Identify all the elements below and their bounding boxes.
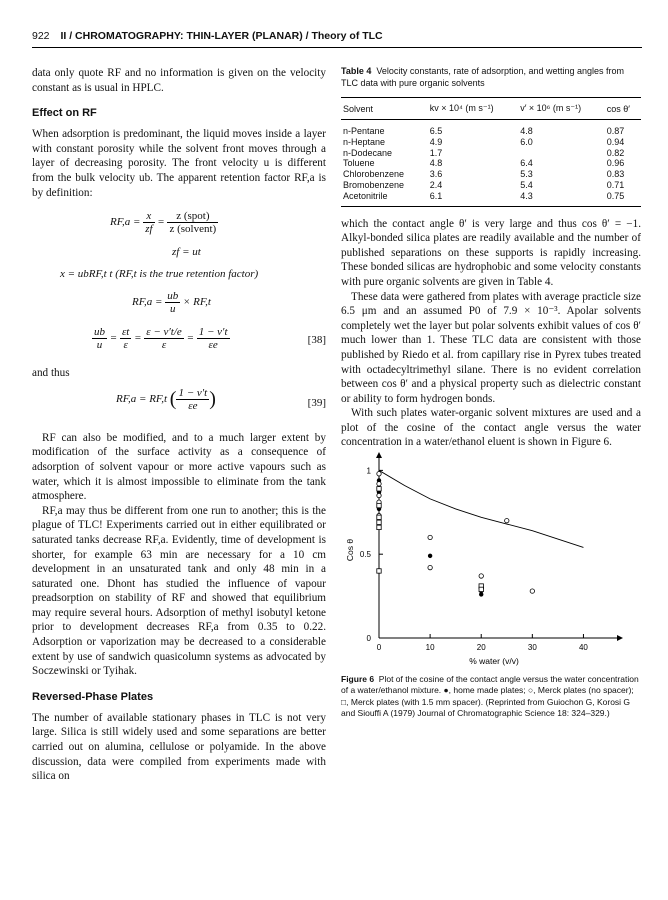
equation-38: $\frac{ub}{u}$ = $\frac{\varepsilon t}{\varepsilon}$ = $\frac{\varepsilon - v't/e}{\varepsilon}$ = $\frac{1 - v't}{\varepsilon e}$ [38] [94,326,326,352]
table-cell: 5.4 [520,179,533,190]
table-header-cell: Solvent [341,98,428,120]
x-tick-label: 20 [476,643,486,653]
equation-zf: zf = ut [172,246,201,259]
table-row [341,158,641,169]
y-axis-arrow [376,452,382,458]
data-point-filled-circle [479,592,483,596]
equation-rfa-ratio: RF,a = $\frac{ub}{u}$ × RF,t [132,290,211,316]
paragraph: With such plates water-organic solvent mixtures are used and a plot of the cosine of the contact angle versus the water concentration in a water/ethanol eluent is shown in Figure 6. [341,407,641,449]
x-tick-label: 40 [578,643,588,653]
paragraph: When adsorption is predominant, the liquid moves inside a layer with constant porosity while the solvent front moves through a layer of decreasing porosity. The front velocity u is different from the bulk velocity ub. The apparent retention factor RF,a is by definition: [32,128,326,199]
x-tick-label: 0 [376,643,382,653]
table-row [341,137,641,148]
table-cell [518,148,605,159]
data-point-filled-circle [428,554,432,558]
equation-x: x = ubRF,t t (RF,t is the true retention factor) [60,268,259,281]
table-caption: Table 4 Velocity constants, rate of adsorption, and wetting angles from TLC data with pure organic solvents [341,66,625,88]
data-point-open-square [377,525,381,529]
x-tick-label: 10 [425,643,435,653]
equation-number: [38] [307,334,326,347]
x-tick-label: 30 [527,643,537,653]
table-cell: Bromobenzene [343,179,405,190]
table-cell: 6.5 [429,126,443,136]
data-point-open-square [377,569,381,573]
table-cell: 0.87 [606,126,625,136]
paragraph: and thus [32,367,70,380]
table-cell: n-Dodecane [343,147,393,158]
x-axis-arrow [617,635,623,641]
data-point-open-circle [428,535,432,539]
table-cell: 2.4 [429,179,443,190]
table-cell: 4.3 [518,191,605,206]
table-cell: 6.4 [520,158,533,169]
data-point-open-circle [377,482,381,486]
table-cell: 5.3 [520,169,533,180]
x-axis-label: % water (v/v) [469,656,519,667]
table-cell: 1.7 [429,147,443,158]
data-point-open-square [479,587,483,591]
running-header [32,30,642,48]
y-axis-label: Cos θ [345,538,355,562]
left-column [32,66,326,784]
table-cell: 0.83 [606,169,625,180]
table-row [341,180,641,191]
y-tick-label: 0.5 [359,550,371,560]
paragraph: data only quote RF and no information is given on the velocity constant as is usual in HPLC. [32,67,326,94]
table-header-cell: cos θ′ [605,98,641,120]
table-row [341,169,641,180]
equation-rfa: RF,a = $\frac{x}{zf}$ = $\frac{\text{z (spot)}}{\text{z (solvent)}}$ [110,210,217,236]
running-title: II / CHROMATOGRAPHY: THIN-LAYER (PLANAR) / Theory of TLC [60,30,383,42]
table-cell: 3.6 [429,169,443,180]
data-point-open-square [377,520,381,524]
equation-number: [39] [307,396,326,409]
table-cell: 0.71 [606,179,625,190]
data-point-open-circle [377,472,381,476]
data-point-open-circle [428,565,432,569]
table-cell: n-Heptane [343,136,386,147]
table-cell: Chlorobenzene [343,169,405,180]
paragraph: RF,a may thus be different from one run to another; this is the plague of TLC! Experiments carried out in either equilibrated or saturated tanks decrease RF,a. Evidently, time of development is shorter, for example 63 min are necessary for a 10 cm development in an unsaturated tank and only 48 min in a saturated one. Dhont has studied the influence of vapour preadsorption on stability of RF and showed that equilibrium may require several hours. Adsorption of methyl isobutyl ketone prior to development decreases RF,a from 0.35 to 0.22. Adsorption or vaporization may be decreased to a considerable extent by use of sandwich quasicolumn systems as advocated by Soczewinski or Tyihak. [32,504,326,678]
table-cell: 6.0 [520,136,533,147]
table-cell: 0.94 [606,136,625,147]
table-cell: 6.1 [428,191,518,206]
table-row [341,191,641,206]
table-header-cell: v′ × 10⁶ (m s⁻¹) [518,98,605,120]
figure-caption: Figure 6 Plot of the cosine of the contact angle versus the water concentration of a water/ethanol mixture. ●, home made plates; ○, Merck plates (no spacer); □, Merck plates (with 1.5 mm spacer). (Reprinted from Guiochon G, Korosi G and Siouffi A (1979) Journal of Chromatographic Science 18: 324–329.) [341,674,639,719]
section-heading-reversed-phase: Reversed-Phase Plates [32,690,154,703]
paragraph: The number of available stationary phases in TLC is not very large. Silica is still widely used and some separations are better carried out on alumina, cellulose or polyamide. In the above discussion, data were compiled from experiments made with silica on [32,711,326,783]
table-cell: 0.82 [606,147,625,158]
data-point-open-square [377,503,381,507]
table-cell: 4.8 [520,126,533,136]
data-point-open-square [377,515,381,519]
table-cell: 0.75 [605,191,641,206]
table-cell: Toluene [343,158,375,169]
table-row [341,120,641,137]
right-column [341,66,641,720]
paragraph: These data were gathered from plates with average practicle size 6.5 μm and an assumed P0 of 7.9 × 10⁻³. Apolar solvents completely wet the layer but polar solvents exhibit values of cos θ′ much lower than 1. These TLC data are consistent with those published by Riedo et al. from capillary rise in Pyrex tubes treated with octadecyltrimethyl silane. There is no evident correlation between cos θ′ and a physical property such as dielectric constant or ability to form hydrogen bonds. [341,290,641,405]
y-tick-label: 1 [366,466,371,476]
section-heading-effect: Effect on RF [32,107,97,120]
data-point-open-circle [479,574,483,578]
table-4 [341,97,641,207]
fit-curve [379,470,583,547]
table-row [341,148,641,159]
data-point-open-square [377,487,381,491]
data-point-open-circle [377,493,381,497]
table-cell: 0.96 [606,158,625,169]
data-point-open-circle [505,519,509,523]
table-cell: 4.9 [429,136,443,147]
y-tick-label: 0 [366,634,371,644]
paragraph: RF can also be modified, and to a much larger extent by modification of the surface activity as a consequence of adsorption of solvent vapour or more active vapours such as water, which it is almost impossible to eliminate from the tank atmosphere. [32,431,326,503]
table-cell: 4.8 [429,158,443,169]
table-header-row [341,98,641,120]
table-cell: n-Pentane [343,126,385,136]
data-point-open-circle [530,589,534,593]
table-header-cell: kv × 10⁴ (m s⁻¹) [428,98,518,120]
figure-6-chart [341,450,641,672]
page-number: 922 [32,30,50,42]
table-cell: Acetonitrile [341,191,428,206]
paragraph: which the contact angle θ′ is very large and thus cos θ′ = −1. Alkyl-bonded silica plates are readily available and the number of published separations on these supports is rapidly increasing. These bonded silicas are hydrophobic and some velocity constants with pure organic solvents are given in Table 4. [341,217,641,288]
equation-39: RF,a = RF,t ( $\frac{1 - v't}{\varepsilon e}$ ) [39] [116,386,326,412]
